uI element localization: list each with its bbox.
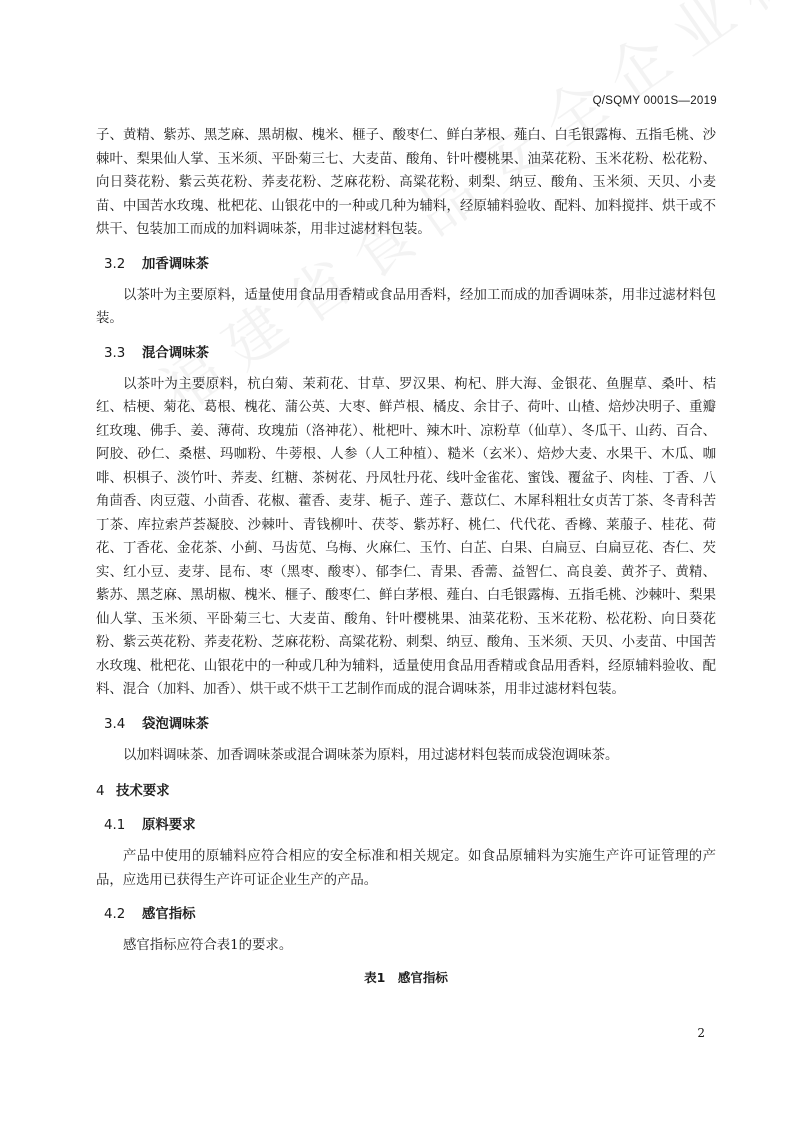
section-heading-3-2 <box>96 254 716 276</box>
section-heading-3-4 <box>96 714 716 736</box>
section-title: 袋泡调味茶 <box>142 716 209 732</box>
section-heading-4 <box>96 781 716 803</box>
paragraph-3-3: 以茶叶为主要原料，杭白菊、茉莉花、甘草、罗汉果、枸杞、胖大海、金银花、鱼腥草、桑叶、桔红、桔梗、菊花、葛根、槐花、蒲公英、大枣、鲜芦根、橘皮、余甘子、荷叶、山楂、焙炒决明子、重瓣红玫瑰、佛手、姜、薄荷、玫瑰茄（洛神花）、枇杷叶、辣木叶、凉粉草（仙草）、冬瓜干、山药、百合、阿胶、砂仁、桑椹、玛咖粉、牛蒡根、人参（人工种植）、糙米（玄米）、焙炒大麦、水果干、木瓜、咖啡、枳椇子、淡竹叶、荞麦、红糖、茶树花、丹凤牡丹花、线叶金雀花、蜜饯、覆盆子、肉桂、丁香、八角茴香、肉豆蔻、小茴香、花椒、藿香、麦芽、栀子、莲子、薏苡仁、木犀科粗壮女贞苦丁茶、冬青科苦丁茶、库拉索芦荟凝胶、沙棘叶、青钱柳叶、茯苓、紫苏籽、桃仁、代代花、香橼、莱菔子、桂花、荷花、丁香花、金花茶、小蓟、马齿苋、乌梅、火麻仁、玉竹、白芷、白果、白扁豆、白扁豆花、杏仁、芡实、红小豆、麦芽、昆布、枣（黑枣、酸枣）、郁李仁、青果、香薷、益智仁、高良姜、黄芥子、黄精、紫苏、黑芝麻、黑胡椒、槐米、榧子、酸枣仁、鲜白茅根、薤白、白毛银露梅、五指毛桃、沙棘叶、梨果仙人掌、玉米须、平卧菊三七、大麦苗、酸角、针叶樱桃果、油菜花粉、玉米花粉、松花粉、向日葵花粉、紫云英花粉、荞麦花粉、芝麻花粉、高粱花粉、刺梨、纳豆、酸角、玉米须、天贝、小麦苗、中国苦水玫瑰、枇杷花、山银花中的一种或几种为辅料，适量使用食品用香精或食品用香料，经原辅料验收、配料、混合（加料、加香）、烘干或不烘干工艺制作而成的混合调味茶，用非过滤材料包装。 <box>96 376 716 697</box>
section-title: 混合调味茶 <box>142 345 209 361</box>
table-caption: 表1 感官指标 <box>364 969 448 985</box>
section-title: 原料要求 <box>142 818 196 833</box>
section-title: 感官指标 <box>142 907 196 922</box>
section-title: 加香调味茶 <box>142 256 209 272</box>
section-title: 技术要求 <box>116 784 170 799</box>
section-number: 3.2 <box>104 256 126 272</box>
paragraph-4-1: 产品中使用的原辅料应符合相应的安全标准和相关规定。如食品原辅料为实施生产许可证管理的产品，应选用已获得生产许可证企业生产的产品。 <box>96 849 716 888</box>
section-number: 3.4 <box>104 716 126 732</box>
section-number: 4.1 <box>104 818 126 833</box>
paragraph-3-4: 以加料调味茶、加香调味茶或混合调味茶为原料，用过滤材料包装而成袋泡调味茶。 <box>123 747 619 763</box>
paragraph-continuation: 子、黄精、紫苏、黑芝麻、黑胡椒、槐米、榧子、酸枣仁、鲜白茅根、薤白、白毛银露梅、五指毛桃、沙棘叶、梨果仙人掌、玉米须、平卧菊三七、大麦苗、酸角、针叶樱桃果、油菜花粉、玉米花粉、松花粉、向日葵花粉、紫云英花粉、荞麦花粉、芝麻花粉、高粱花粉、刺梨、纳豆、酸角、玉米须、天贝、小麦苗、中国苦水玫瑰、枇杷花、山银花中的一种或几种为辅料，经原辅料验收、配料、加料搅拌、烘干或不烘干、包装加工而成的加料调味茶，用非过滤材料包装。 <box>96 128 716 237</box>
section-number: 4 <box>96 784 105 799</box>
document-code: Q/SQMY 0001S—2019 <box>592 95 717 107</box>
section-heading-4-1 <box>96 815 716 837</box>
section-number: 3.3 <box>104 345 126 361</box>
section-heading-3-3 <box>96 343 716 365</box>
section-heading-4-2 <box>96 904 716 926</box>
section-number: 4.2 <box>104 907 126 922</box>
page-content <box>96 124 716 986</box>
paragraph-3-2: 以茶叶为主要原料，适量使用食品用香精或食品用香料，经加工而成的加香调味茶，用非过滤材料包装。 <box>96 287 716 326</box>
paragraph-4-2: 感官指标应符合表1的要求。 <box>123 938 293 953</box>
page-number: 2 <box>697 1026 705 1040</box>
